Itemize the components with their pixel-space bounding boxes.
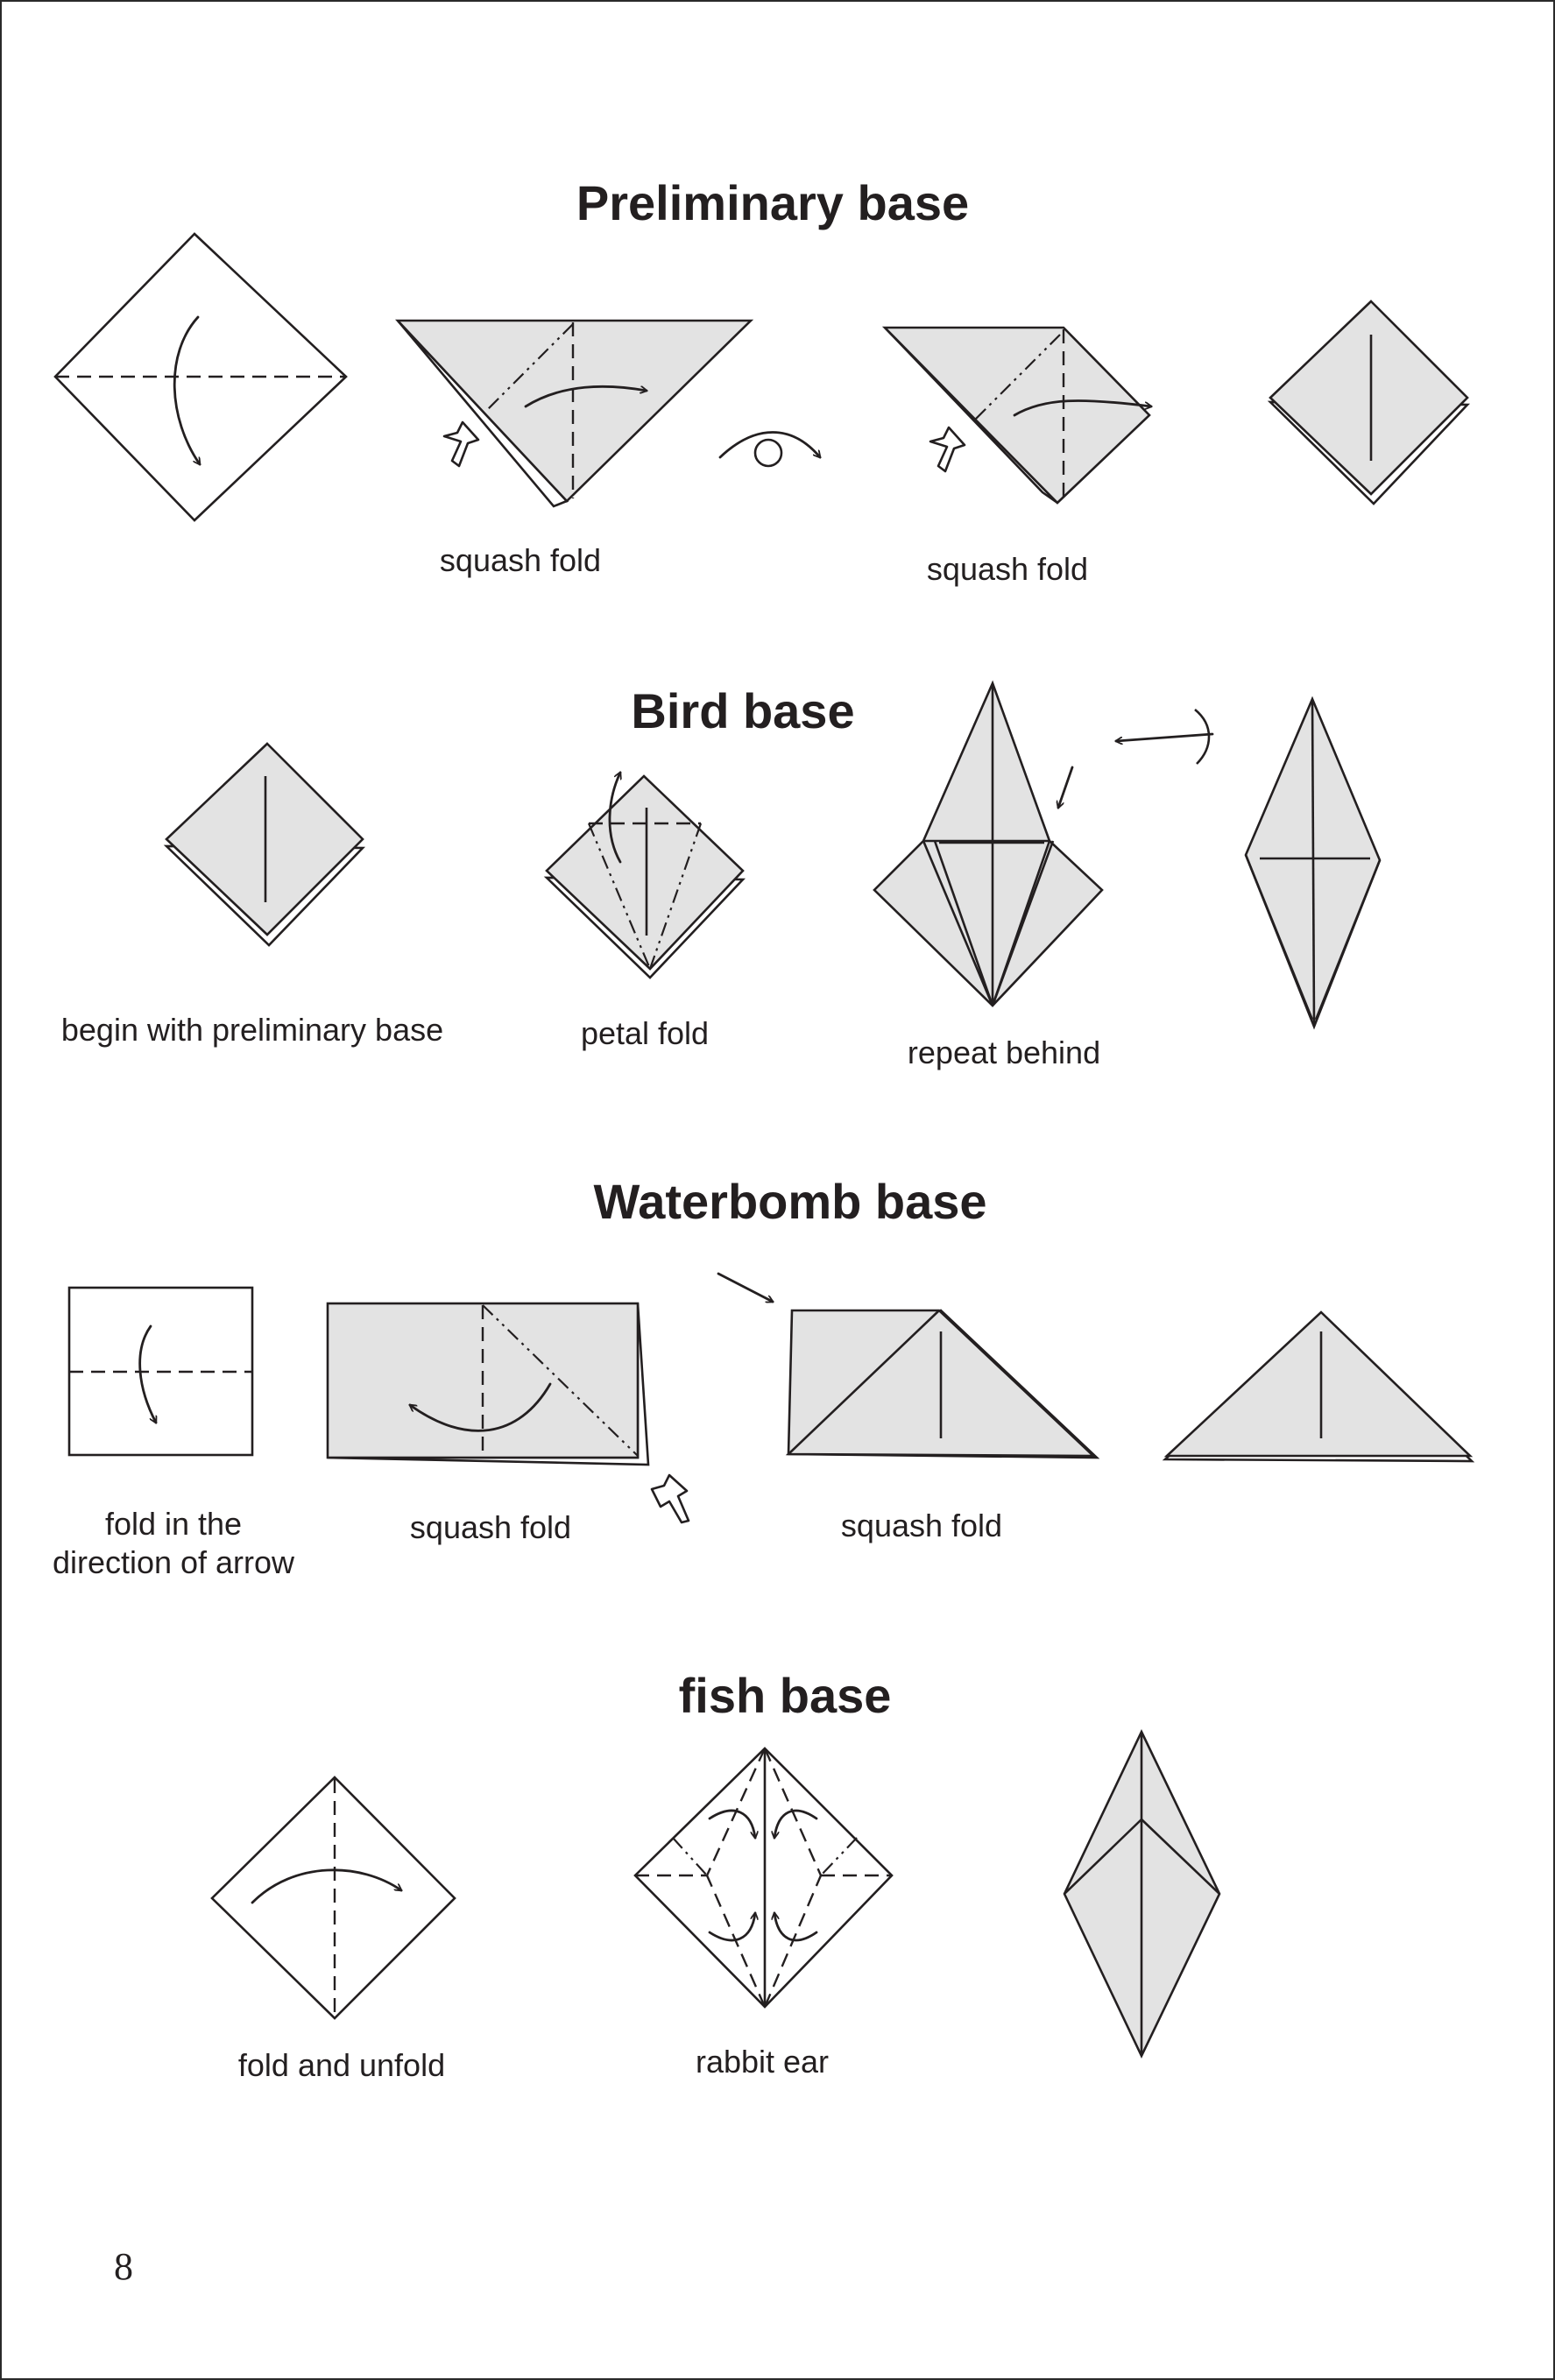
fold-arrow-icon [1058,767,1072,808]
prelim-step-3-diagram [885,328,1151,503]
waterbomb-step-1-diagram [69,1288,252,1455]
bird-step-1-diagram [166,744,363,945]
prelim-step-1-diagram [55,234,346,520]
bird-result-diagram [1246,699,1380,1027]
section-title-fish-base: fish base [678,1668,892,1723]
caption-rabbit-ear: rabbit ear [695,2044,830,2080]
caption-fold-in-the: fold in the [104,1506,243,1542]
page-number: 8 [114,2245,133,2288]
section-title-preliminary-base: Preliminary base [576,175,970,230]
caption-repeat-behind: repeat behind [907,1035,1101,1070]
fish-step-1-diagram [212,1777,455,2018]
fold-arrow-icon [718,1274,773,1302]
section-title-waterbomb-base: Waterbomb base [593,1174,987,1229]
prelim-result-diagram [1270,301,1467,504]
waterbomb-step-2-diagram [328,1303,689,1522]
caption-squash-fold: squash fold [840,1508,1003,1543]
fish-result-diagram [1064,1732,1219,2056]
waterbomb-step-3-diagram [718,1274,1097,1458]
push-arrow-icon [444,422,478,466]
caption-direction-of-arrow: direction of arrow [52,1544,295,1580]
fish-step-2-diagram [635,1748,892,2007]
prelim-step-2-diagram [398,321,751,506]
caption-squash-fold: squash fold [926,551,1089,587]
caption-fold-and-unfold: fold and unfold [237,2047,446,2083]
turn-over-icon [1116,710,1212,764]
caption-begin-with-preliminary-base: begin with preliminary base [60,1012,444,1048]
bird-step-2-diagram [547,773,743,978]
section-title-bird-base: Bird base [631,683,855,738]
bird-step-3-diagram [874,683,1102,1006]
caption-petal-fold: petal fold [580,1015,710,1051]
waterbomb-result-diagram [1165,1312,1472,1461]
turn-over-icon [720,433,820,467]
push-arrow-icon [652,1475,689,1522]
push-arrow-icon [930,427,965,471]
caption-squash-fold: squash fold [439,542,602,578]
caption-squash-fold: squash fold [409,1509,572,1545]
